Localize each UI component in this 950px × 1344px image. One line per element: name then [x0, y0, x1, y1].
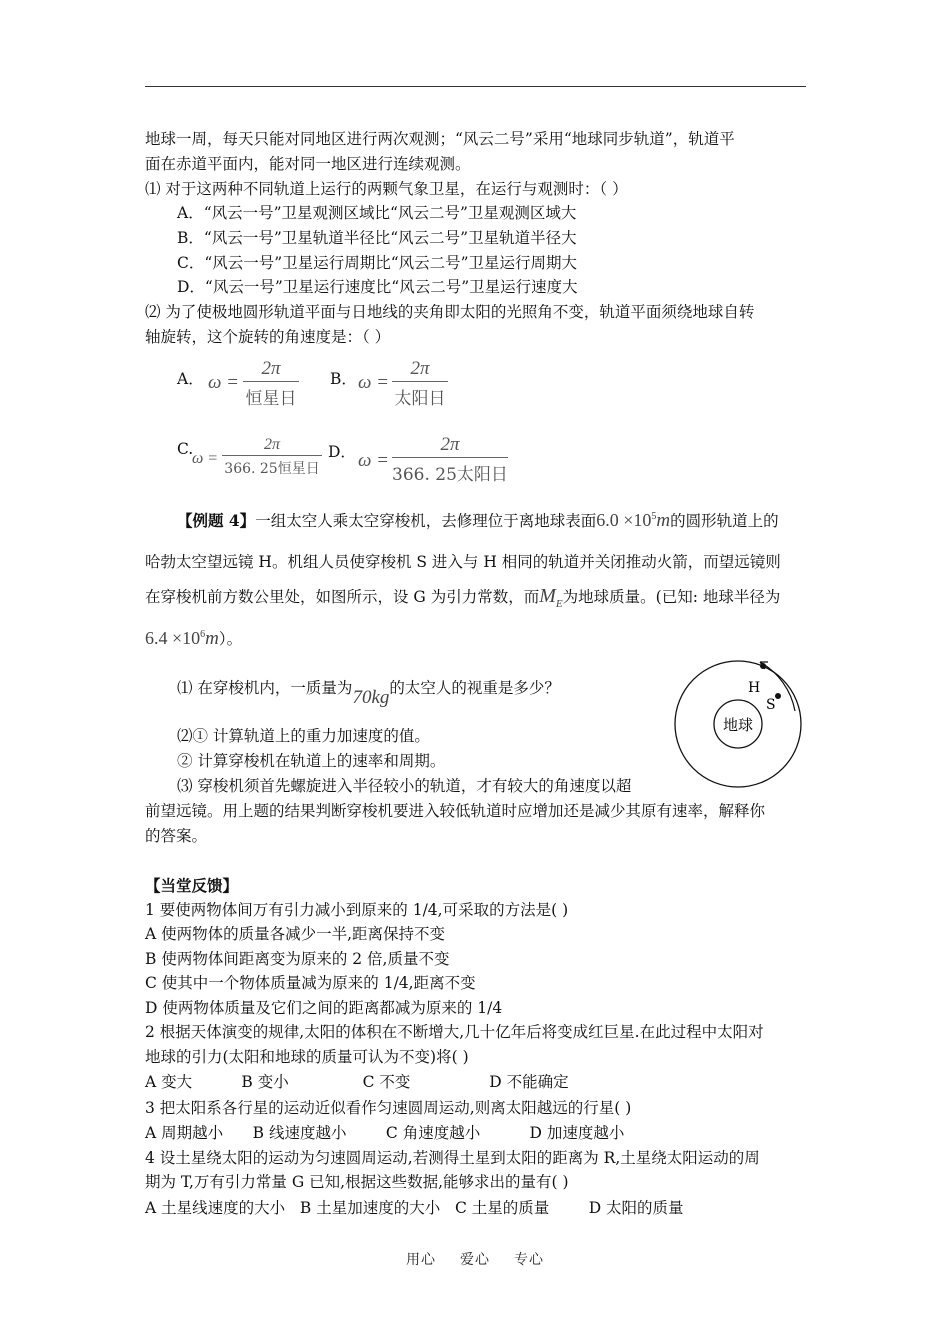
- q2-option-c-numerator: 2π: [263, 436, 280, 453]
- footer-word: 爱心: [460, 1252, 490, 1268]
- q2-option-b-numerator: 2π: [410, 358, 430, 379]
- q2-stem-line-1: ⑵ 为了使极地圆形轨道平面与日地线的夹角即太阳的光照角不变，轨道平面须绕地球自转: [145, 303, 755, 321]
- q2-option-c-denominator: 366. 25恒星日: [224, 461, 320, 477]
- fraction-bar: [243, 381, 299, 382]
- q2-option-b-label: B．: [330, 370, 357, 388]
- feedback-line: A 变大 B 变小 C 不变 D 不能确定: [145, 1073, 569, 1091]
- q1-option-d: D．“风云一号”卫星运行速度比“风云二号”卫星运行速度大: [177, 278, 578, 296]
- earth-radius-exponent: 6: [200, 629, 206, 640]
- fraction-bar: [392, 381, 448, 382]
- earth-mass-subscript: E: [555, 598, 563, 610]
- q2-option-a-fraction: [243, 358, 299, 409]
- example-4-heading: 【例题 4】: [177, 511, 256, 530]
- q2-option-b-denominator: 太阳日: [394, 389, 446, 409]
- feedback-line: A 周期越小 B 线速度越小 C 角速度越小 D 加速度越小: [145, 1124, 625, 1142]
- q2-option-c-label: C.: [177, 440, 194, 458]
- feedback-line: 1 要使两物体间万有引力减小到原来的 1/4,可采取的方法是( ): [145, 901, 569, 919]
- s-label: S: [766, 697, 776, 713]
- q2-option-a-denominator: 恒星日: [245, 389, 297, 409]
- h-label: H: [748, 680, 761, 696]
- page-footer: [0, 1249, 950, 1269]
- q2-option-a-label: A．: [177, 370, 204, 388]
- feedback-line: D 使两物体质量及它们之间的距离都减为原来的 1/4: [145, 999, 503, 1017]
- earth-mass-symbol: [539, 585, 563, 610]
- unit-meter: m: [205, 628, 219, 649]
- example-4-sub-2-1: ⑵① 计算轨道上的重力加速度的值。: [177, 727, 430, 745]
- q1-option-b: B．“风云一号”卫星轨道半径比“风云二号”卫星轨道半径大: [177, 229, 577, 247]
- q2-option-d-numerator: 2π: [440, 434, 460, 455]
- fraction-bar: [392, 457, 508, 458]
- feedback-line: B 使两物体间距离变为原来的 2 倍,质量不变: [145, 950, 450, 968]
- feedback-line: 3 把太阳系各行星的运动近似看作匀速圆周运动,则离太阳越远的行星( ): [145, 1099, 632, 1117]
- feedback-line: 地球的引力(太阳和地球的质量可认为不变)将( ): [145, 1048, 469, 1066]
- shuttle-s-dot: [775, 693, 781, 699]
- orbit-altitude-exponent: 5: [651, 511, 657, 522]
- example-4-line-3: [145, 585, 780, 610]
- footer-word: 用心: [406, 1252, 436, 1268]
- example-4-sub-3-line-3: 的答案。: [145, 827, 208, 845]
- q2-option-d-fraction: [392, 434, 508, 485]
- example-4-text-3a: 在穿梭机前方数公里处，如图所示，设 G 为引力常数，而: [145, 588, 540, 606]
- q2-option-a-numerator: 2π: [261, 358, 281, 379]
- sub-1-text-a: ⑴ 在穿梭机内，一质量为: [177, 679, 353, 697]
- earth-radius: [145, 628, 205, 648]
- intro-line-1: 地球一周，每天只能对同地区进行两次观测；“风云二号”采用“地球同步轨道”，轨道平: [145, 130, 735, 148]
- fraction-bar: [222, 455, 322, 456]
- q2-option-c-omega: ω =: [192, 450, 219, 467]
- sub-1-text-b: 的太空人的视重是多少？: [389, 679, 560, 697]
- example-4-line-1: [177, 509, 779, 532]
- feedback-line: 4 设土星绕太阳的运动为匀速圆周运动,若测得土星到太阳的距离为 R,土星绕太阳运动的周: [145, 1149, 760, 1167]
- q2-stem-line-2: 轴旋转，这个旋转的角速度是：（ ）: [145, 328, 391, 346]
- orbit-altitude: [596, 510, 656, 530]
- earth-mass-m: M: [539, 585, 556, 607]
- example-4-text-1a: 一组太空人乘太空穿梭机，去修理位于离地球表面: [255, 512, 597, 530]
- earth-radius-mantissa: 6.4 ×10: [145, 628, 201, 648]
- feedback-line: 2 根据天体演变的规律,太阳的体积在不断增大,几十亿年后将变成红巨星.在此过程中太阳对: [145, 1023, 764, 1041]
- example-4-sub-1: [177, 676, 560, 708]
- q2-option-b-omega: ω =: [358, 372, 389, 393]
- example-4-line-4: [145, 627, 242, 650]
- example-4-line-2: 哈勃太空望远镜 H。机组人员使穿梭机 S 进入与 H 相同的轨道并关闭推动火箭，而望远镜则: [145, 553, 781, 571]
- q1-option-c: C．“风云一号”卫星运行周期比“风云二号”卫星运行周期大: [177, 254, 578, 272]
- earth-label: 地球: [722, 716, 754, 734]
- unit-meter: m: [656, 510, 671, 531]
- header-rule: [145, 86, 806, 87]
- example-4-sub-3-line-1: ⑶ 穿梭机须首先螺旋进入半径较小的轨道，才有较大的角速度以超: [177, 777, 632, 795]
- q2-option-d-denominator: 366. 25太阳日: [392, 465, 508, 485]
- example-4-text-4: ）。: [218, 630, 243, 648]
- example-4-sub-3-line-2: 前望远镜。用上题的结果判断穿梭机要进入较低轨道时应增加还是减少其原有速率，解释你: [145, 802, 766, 820]
- footer-word: 专心: [514, 1252, 544, 1268]
- example-4-text-3b: 为地球质量。(已知: 地球半径为: [562, 588, 781, 606]
- example-4-sub-2-2: ② 计算穿梭机在轨道上的速率和周期。: [177, 752, 446, 770]
- example-4-text-1b: 的圆形轨道上的: [670, 512, 779, 530]
- q2-option-d-label: D．: [328, 443, 356, 461]
- q2-option-d-omega: ω =: [358, 450, 389, 471]
- q2-option-a-omega: ω =: [208, 372, 239, 393]
- intro-line-2: 面在赤道平面内，能对同一地区进行连续观测。: [145, 155, 471, 173]
- feedback-line: C 使其中一个物体质量减为原来的 1/4,距离不变: [145, 974, 476, 992]
- q2-option-b-fraction: [392, 358, 448, 409]
- orbit-diagram: [672, 655, 822, 805]
- q1-option-a: A．“风云一号”卫星观测区域比“风云二号”卫星观测区域大: [177, 204, 577, 222]
- astronaut-mass: 70kg: [352, 687, 390, 708]
- feedback-line: A 土星线速度的大小 B 土星加速度的大小 C 土星的质量 D 太阳的质量: [145, 1199, 684, 1217]
- q2-option-c-fraction: [222, 436, 322, 478]
- orbit-altitude-mantissa: 6.0 ×10: [596, 510, 652, 530]
- q1-stem: ⑴ 对于这两种不同轨道上运行的两颗气象卫星，在运行与观测时：（ ）: [145, 180, 628, 198]
- feedback-line: A 使两物体的质量各减少一半,距离保持不变: [145, 925, 446, 943]
- feedback-heading: 【当堂反馈】: [145, 876, 239, 895]
- feedback-line: 期为 T,万有引力常量 G 已知,根据这些数据,能够求出的量有( ): [145, 1173, 569, 1191]
